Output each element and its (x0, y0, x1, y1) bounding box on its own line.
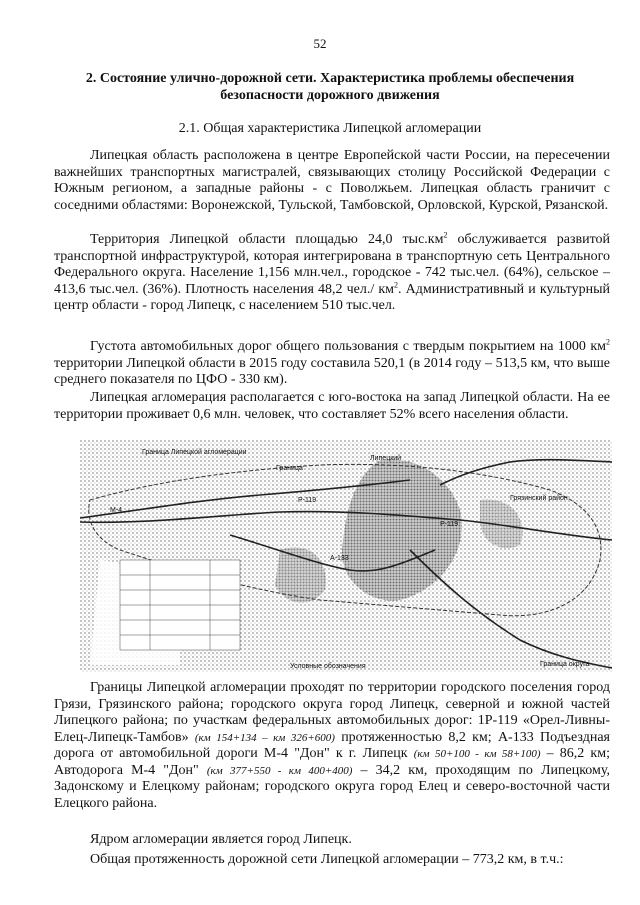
agglomeration-map (80, 440, 612, 672)
map-label-gryazi: Грязинский район (510, 495, 568, 502)
section-heading-line1: 2. Состояние улично-дорожной сети. Характеристика проблемы обеспечения (85, 71, 575, 86)
paragraph-core: Ядром агломерации является город Липецк. (90, 832, 352, 847)
map-label-bottom-left: Условные обозначения (290, 663, 366, 670)
map-label-r119: Р-119 (298, 497, 317, 504)
paragraph-location: Липецкая область расположена в центре Европейской части России, на пересечении важнейших транспортных магистралей, связывающих столицу Российской Федерации с Южным регионом, а западные районы - с Поволжьем. Липецкая область граничит с соседними областями: Воронежской, Тульской, Тамбовской, Орловской, Курской, Рязанской. (54, 148, 610, 213)
paragraph-borders: Границы Липецкой агломерации проходят по территории городского поселения город Грязи, Грязинского района; городского округа город Липецк, северной и южной частей Липецкого района; по участкам федеральных автомобильных дорог: 1Р-119 «Орел-Ливны-Елец-Липецк-Тамбов» (км 154+134 – км 326+600) протяженностью 8,2 км; А-133 Подъездная дорога от автомобильной дороги М-4 "Дон" к г. Липецк (км 50+100 - км 58+100) – 86,2 км; Автодорога М-4 "Дон" (км 377+550 - км 400+400) – 34,2 км, проходящим по Липецкому, Задонскому и Елецкому районам; городского округа город Елец и северо-восточной части Елецкого района. (54, 680, 610, 811)
map-label-lipetsk: Липецкий (370, 455, 402, 462)
map-label-a133: А-133 (330, 555, 349, 562)
section-heading (60, 70, 600, 104)
map-label-top-left: Граница Липецкой агломерации (142, 449, 247, 456)
subsection-heading: 2.1. Общая характеристика Липецкой агломерации (178, 121, 482, 136)
map-label-bottom-right: Граница округа (540, 661, 590, 668)
map-label-p119b: Р-119 (440, 521, 459, 528)
paragraph-network-length: Общая протяженность дорожной сети Липецкой агломерации – 773,2 км, в т.ч.: (90, 852, 564, 867)
map-legend-table (120, 560, 240, 650)
page-number: 52 (313, 36, 327, 51)
section-heading-line2: безопасности дорожного движения (220, 88, 440, 103)
map-label-fryazino: Граница (276, 465, 303, 472)
paragraph-agglomeration: Липецкая агломерация располагается с юго-востока на запад Липецкой области. На ее территории проживает 0,6 млн. человек, что составляет 52% всего населения области. (54, 390, 610, 422)
map-label-m4: М-4 (110, 507, 123, 514)
paragraph-road-density: Густота автомобильных дорог общего пользования с твердым покрытием на 1000 $км^2$ территории Липецкой области в 2015 году составила 520,1 (в 2014 году – 513,5 км, что выше среднего показателя по ЦФО - 330 км). (54, 337, 610, 387)
paragraph-territory: Территория Липецкой области площадью 24,0 $тыс.км^2$ обслуживается развитой транспортной инфраструктурой, которая интегрирована в транспортную сеть Центрального Федерального округа. Население 1,156 млн.чел., городское - 742 тыс.чел. (64%), сельское – 413,6 тыс.чел. (36%). Плотность населения 48,2 чел./ $км^2$. Административный и культурный центр области - город Липецк, с населением 510 тыс.чел. (54, 230, 611, 313)
